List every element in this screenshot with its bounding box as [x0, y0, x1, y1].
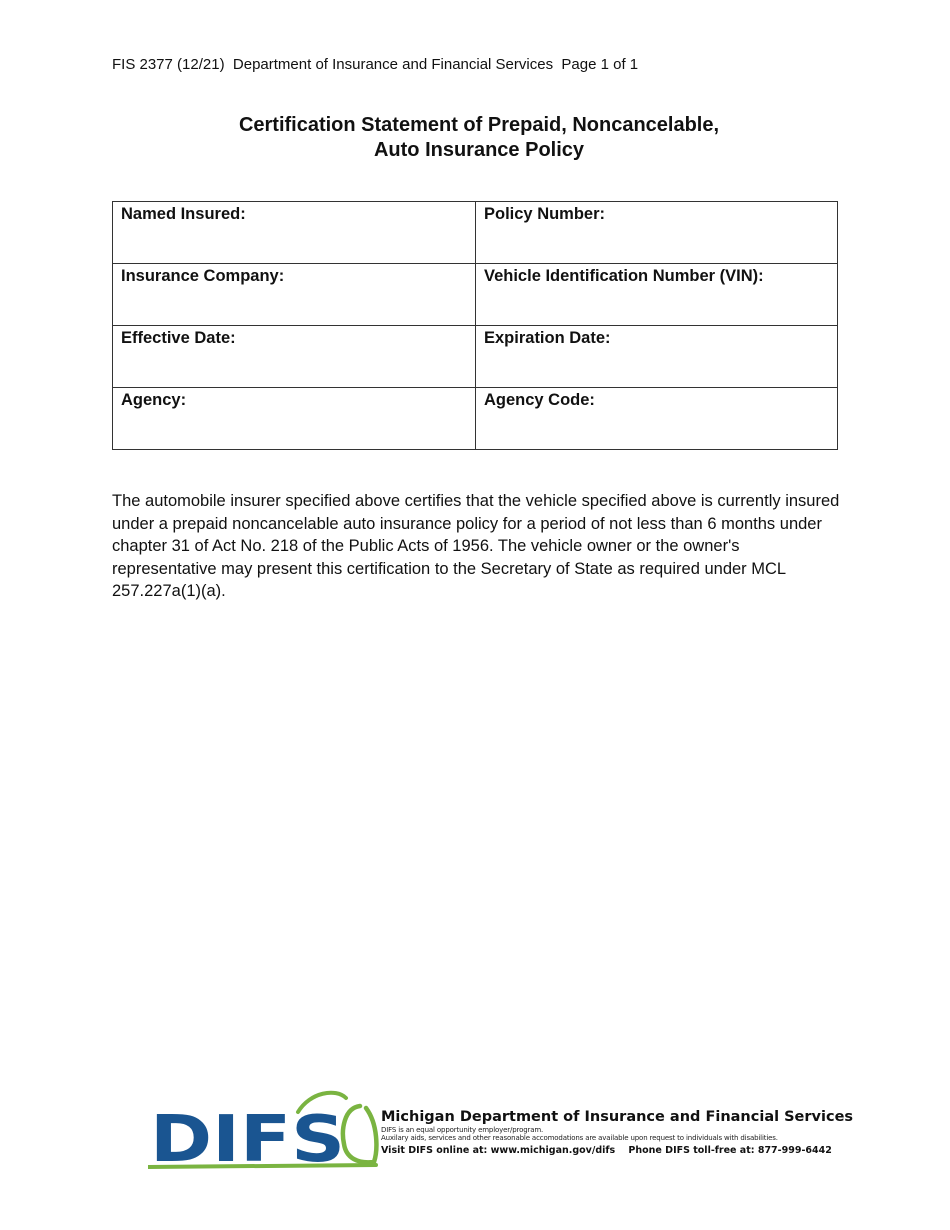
agency-code-field[interactable] — [476, 388, 838, 450]
equal-opportunity-note: DIFS is an equal opportunity employer/program. — [381, 1126, 544, 1134]
footer — [148, 1090, 854, 1172]
logo-wordmark: DIFS — [150, 1103, 345, 1172]
effective-date-label: Effective Date: — [121, 329, 236, 347]
agency-code-label: Agency Code: — [484, 391, 595, 409]
agency-label: Agency: — [121, 391, 187, 409]
form-header: FIS 2377 (12/21) Department of Insurance and Financial Services Page 1 of 1 — [112, 56, 639, 73]
title-line-1: Certification Statement of Prepaid, Noncancelable, — [238, 114, 720, 136]
form-row — [113, 326, 838, 388]
expiration-date-field[interactable] — [476, 326, 838, 388]
department-name: Michigan Department of Insurance and Financial Services — [381, 1109, 854, 1125]
named-insured-label: Named Insured: — [121, 205, 246, 223]
insurance-company-label: Insurance Company: — [121, 267, 285, 285]
agency-field[interactable] — [113, 388, 476, 450]
form-row — [113, 264, 838, 326]
logo-bracket — [343, 1106, 376, 1162]
policy-form-table — [112, 201, 838, 450]
policy-number-label: Policy Number: — [484, 205, 606, 223]
accommodations-note: Auxilary aids, services and other reasonable accomodations are available upon request to individuals with disabilities. — [381, 1134, 778, 1142]
vin-field[interactable] — [476, 264, 838, 326]
effective-date-field[interactable] — [113, 326, 476, 388]
page-title — [112, 113, 846, 163]
footer-text-block — [381, 1108, 854, 1158]
form-row — [113, 388, 838, 450]
policy-number-field[interactable] — [476, 202, 838, 264]
named-insured-field[interactable] — [113, 202, 476, 264]
expiration-date-label: Expiration Date: — [484, 329, 611, 347]
logo-underline — [148, 1165, 376, 1167]
difs-logo — [148, 1090, 380, 1172]
title-line-2: Auto Insurance Policy — [373, 139, 585, 161]
certification-statement: The automobile insurer specified above certifies that the vehicle specified above is currently insured under a prepaid noncancelable auto insurance policy for a period of not less than 6 months under chapter 31 of Act No. 218 of the Public Acts of 1956. The vehicle owner or the owner's representative may present this certification to the Secretary of State as required under MCL 257.227a(1)(a). — [112, 492, 840, 601]
vin-label: Vehicle Identification Number (VIN): — [484, 267, 764, 285]
insurance-company-field[interactable] — [113, 264, 476, 326]
form-row — [113, 202, 838, 264]
contact-line: Visit DIFS online at: www.michigan.gov/difs Phone DIFS toll-free at: 877-999-6442 — [381, 1145, 832, 1156]
